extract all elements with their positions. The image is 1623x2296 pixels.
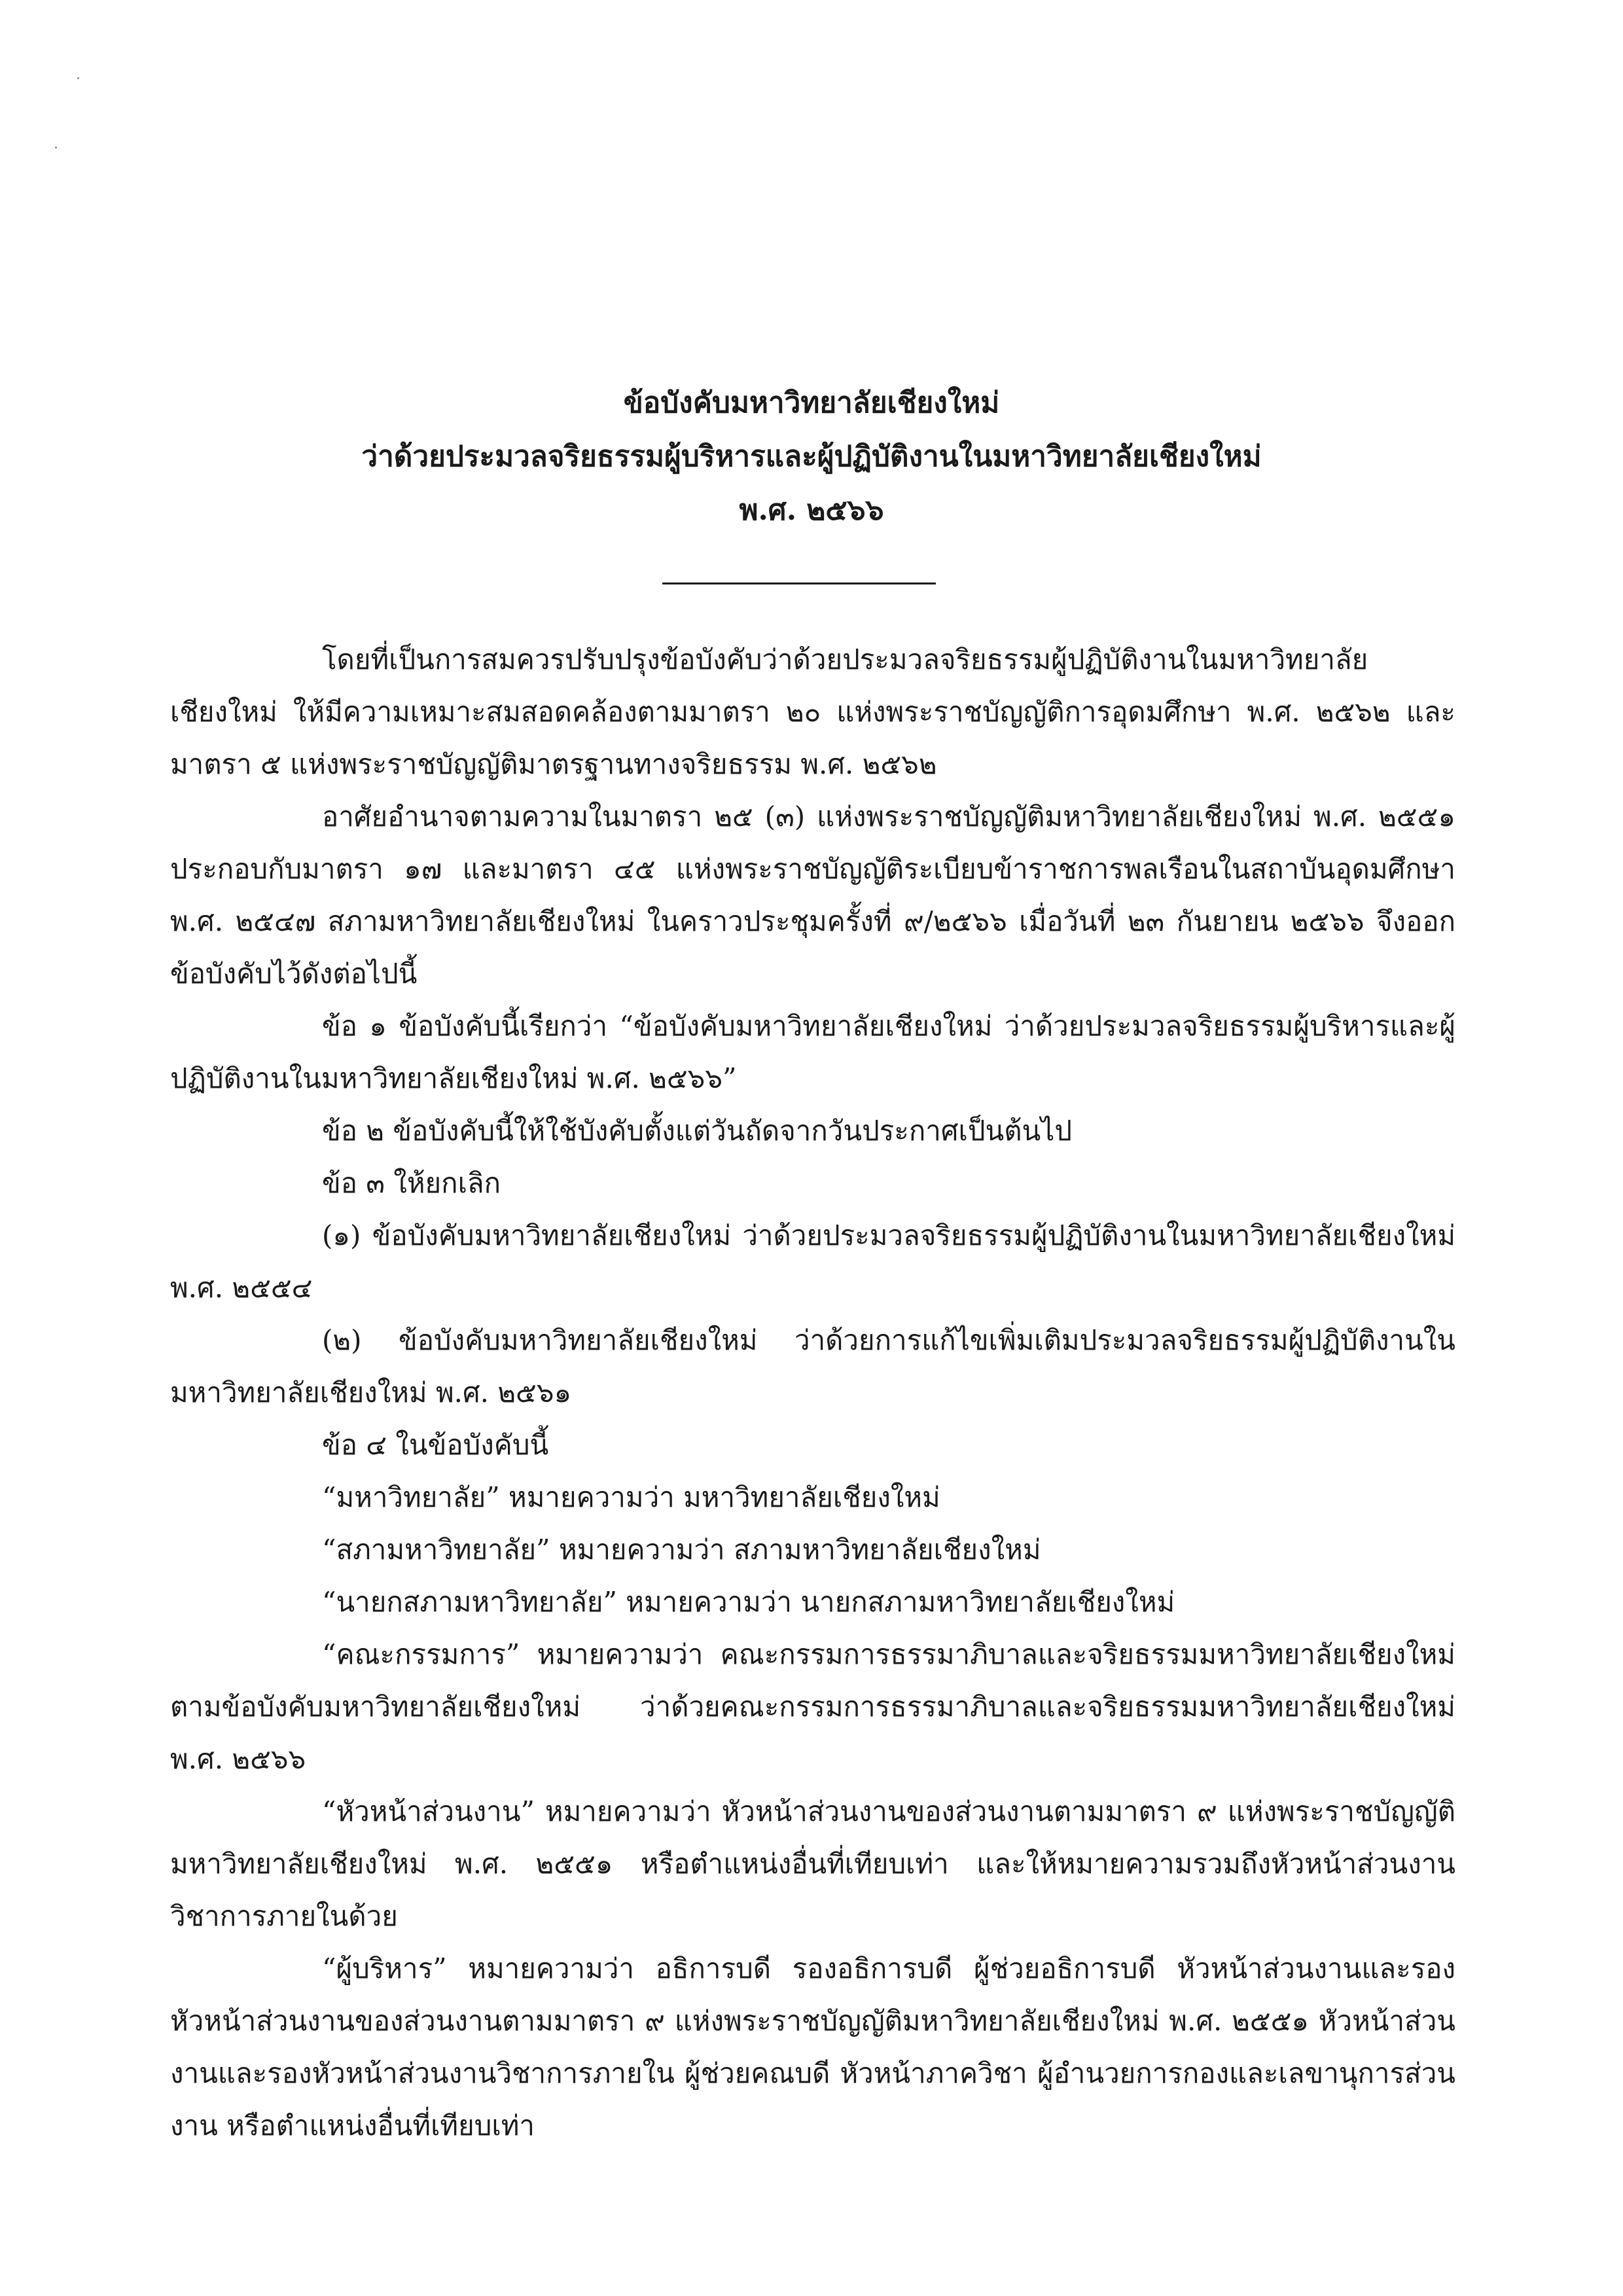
definition-unit-head: “หัวหน้าส่วนงาน” หมายความว่า หัวหน้าส่วนงานของส่วนงานตามมาตรา ๙ แห่งพระราชบัญญัติมหาวิทยาลัยเชียงใหม่ พ.ศ. ๒๕๕๑ หรือตำแหน่งอื่นที่เทียบเท่า และให้หมายความรวมถึงหัวหน้าส่วนงานวิชาการภายในด้วย (170, 1795, 1455, 1932)
authority-paragraph: อาศัยอำนาจตามความในมาตรา ๒๕ (๓) แห่งพระราชบัญญัติมหาวิทยาลัยเชียงใหม่ พ.ศ. ๒๕๕๑ ประกอบกับมาตรา ๑๗ และมาตรา ๔๕ แห่งพระราชบัญญัติระเบียบข้าราชการพลเรือนในสถาบันอุดมศึกษา พ.ศ. ๒๕๔๗ สภามหาวิทยาลัยเชียงใหม่ ในคราวประชุมครั้งที่ ๙/๒๕๖๖ เมื่อวันที่ ๒๓ กันยายน ๒๕๖๖ จึงออกข้อบังคับไว้ดังต่อไปนี้ (170, 800, 1455, 990)
definition-university: “มหาวิทยาลัย” หมายความว่า มหาวิทยาลัยเชียงใหม่ (322, 1481, 940, 1513)
definition-committee: “คณะกรรมการ” หมายความว่า คณะกรรมการธรรมาภิบาลและจริยธรรมมหาวิทยาลัยเชียงใหม่ ตามข้อบังคับมหาวิทยาลัยเชียงใหม่ ว่าด้วยคณะกรรมการธรรมาภิบาลและจริยธรรมมหาวิทยาลัยเชียงใหม่ พ.ศ. ๒๕๖๖ (170, 1638, 1455, 1775)
definition-council-chair: “นายกสภามหาวิทยาลัย” หมายความว่า นายกสภามหาวิทยาลัยเชียงใหม่ (322, 1586, 1175, 1618)
definition-executive: “ผู้บริหาร” หมายความว่า อธิการบดี รองอธิการบดี ผู้ช่วยอธิการบดี หัวหน้าส่วนงานและรองหัวหน้าส่วนงานของส่วนงานตามมาตรา ๙ แห่งพระราชบัญญัติมหาวิทยาลัยเชียงใหม่ พ.ศ. ๒๕๕๑ หัวหน้าส่วนงานและรองหัวหน้าส่วนงานวิชาการภายใน ผู้ช่วยคณบดี หัวหน้าภาควิชา ผู้อำนวยการกองและเลขานุการส่วนงาน หรือตำแหน่งอื่นที่เทียบเท่า (170, 1952, 1455, 2142)
document-header (170, 376, 1453, 537)
clause-1: ข้อ ๑ ข้อบังคับนี้เรียกว่า “ข้อบังคับมหาวิทยาลัยเชียงใหม่ ว่าด้วยประมวลจริยธรรมผู้บริหารและผู้ปฏิบัติงานในมหาวิทยาลัยเชียงใหม่ พ.ศ. ๒๕๖๖” (170, 1010, 1455, 1094)
regulation-title: ข้อบังคับมหาวิทยาลัยเชียงใหม่ (623, 386, 1000, 420)
definition-university-council: “สภามหาวิทยาลัย” หมายความว่า สภามหาวิทยาลัยเชียงใหม่ (322, 1534, 1041, 1566)
scan-speck (77, 77, 79, 79)
title-divider (662, 583, 936, 584)
clause-3-item-2: (๒) ข้อบังคับมหาวิทยาลัยเชียงใหม่ ว่าด้วยการแก้ไขเพิ่มเติมประมวลจริยธรรมผู้ปฏิบัติงานในมหาวิทยาลัยเชียงใหม่ พ.ศ. ๒๕๖๑ (170, 1324, 1455, 1408)
clause-3-item-1: (๑) ข้อบังคับมหาวิทยาลัยเชียงใหม่ ว่าด้วยประมวลจริยธรรมผู้ปฏิบัติงานในมหาวิทยาลัยเชียงใหม่ พ.ศ. ๒๕๕๔ (170, 1219, 1455, 1304)
preamble-paragraph: โดยที่เป็นการสมควรปรับปรุงข้อบังคับว่าด้วยประมวลจริยธรรมผู้ปฏิบัติงานในมหาวิทยาลัยเชียงใหม่ ให้มีความเหมาะสมสอดคล้องตามมาตรา ๒๐ แห่งพระราชบัญญัติการอุดมศึกษา พ.ศ. ๒๕๖๒ และมาตรา ๕ แห่งพระราชบัญญัติมาตรฐานทางจริยธรรม พ.ศ. ๒๕๖๒ (170, 643, 1455, 780)
regulation-year: พ.ศ. ๒๕๖๖ (739, 493, 884, 527)
scan-speck (55, 147, 57, 149)
clause-3: ข้อ ๓ ให้ยกเลิก (322, 1167, 501, 1199)
document-body (170, 634, 1455, 2152)
clause-2: ข้อ ๒ ข้อบังคับนี้ให้ใช้บังคับตั้งแต่วันถัดจากวันประกาศเป็นต้นไป (322, 1115, 1073, 1147)
regulation-subject: ว่าด้วยประมวลจริยธรรมผู้บริหารและผู้ปฏิบัติงานในมหาวิทยาลัยเชียงใหม่ (361, 440, 1262, 473)
clause-4: ข้อ ๔ ในข้อบังคับนี้ (322, 1429, 549, 1461)
